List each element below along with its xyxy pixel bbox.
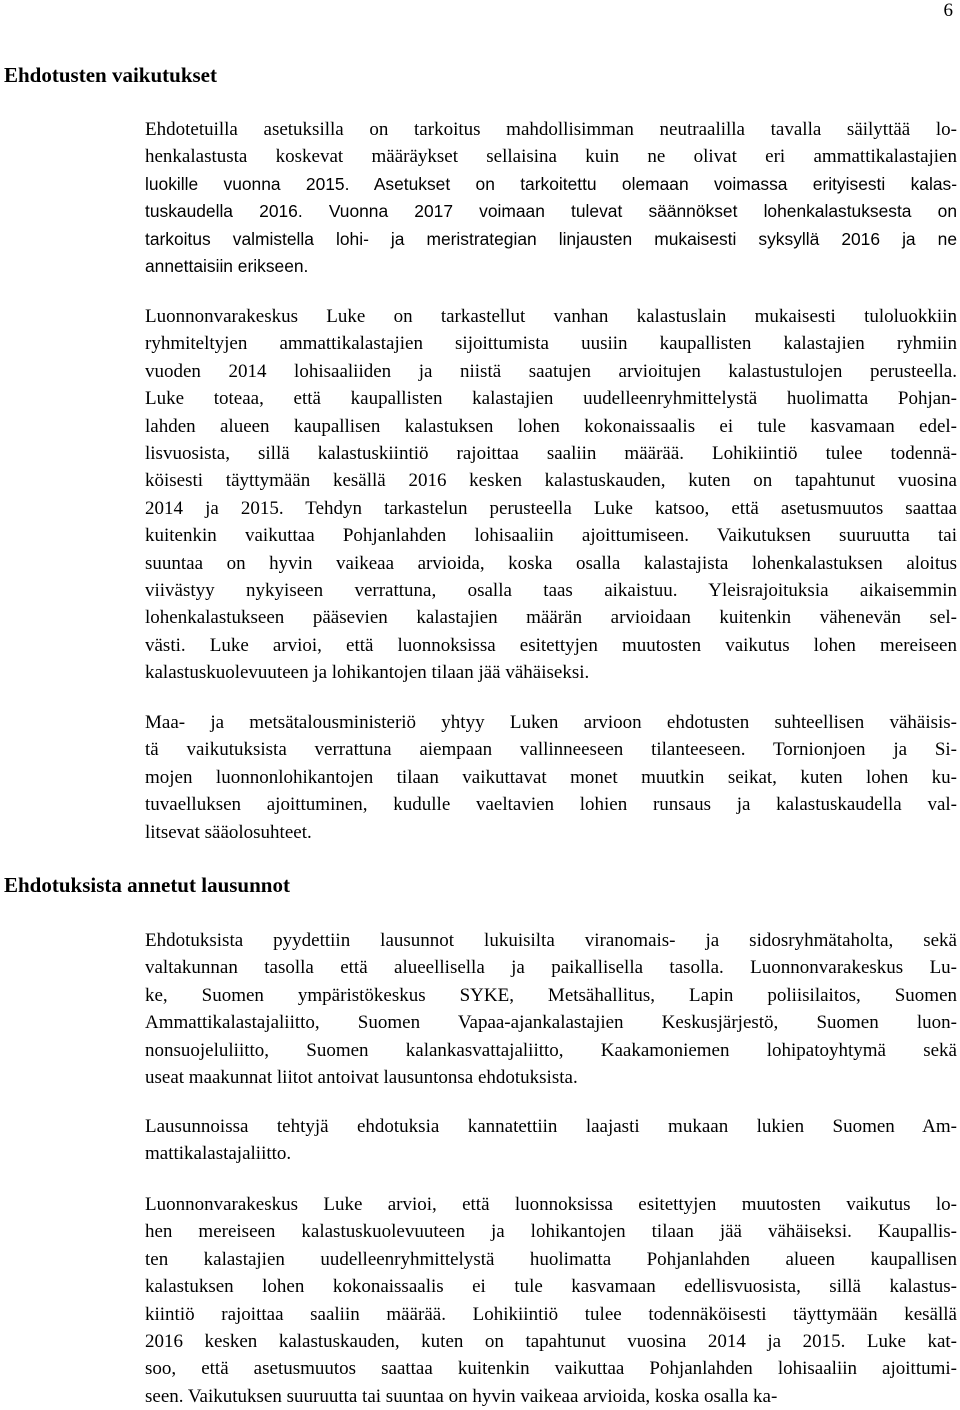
paragraph-statements-2 xyxy=(145,1113,957,1168)
text-line: kiintiö rajoittaa saaliin määrää. Lohikiintiö tulee todennäköisesti täyttymään kesällä xyxy=(145,1303,957,1325)
text-line: luokille vuonna 2015. Asetukset on tarkoitettu olemaan voimassa erityisesti kalas- xyxy=(145,173,957,194)
text-line: 2016 kesken kalastuskauden, kuten on tapahtunut vuosina 2014 ja 2015. Luke kat- xyxy=(145,1331,957,1353)
text-line: västi. Luke arvioi, että luonnoksissa esitettyjen muutosten vaikutus lohen mereiseen xyxy=(145,634,957,656)
text-line: mojen luonnonlohikantojen tilaan vaikuttavat monet muutkin seikat, kuten lohen ku- xyxy=(145,766,957,788)
text-line: valtakunnan tasolla että alueellisella ja paikallisella tasolla. Luonnonvarakeskus Lu- xyxy=(145,957,957,979)
text-line: Ehdotuksista pyydettiin lausunnot lukuisilta viranomais- ja sidosryhmätaholta, sekä xyxy=(145,930,957,951)
text-line: ryhmiteltyjen ammattikalastajien sijoittumista uusiin kaupallisten kalastajien ryhmiin xyxy=(145,333,957,355)
text-line: Lausunnoissa tehtyjä ehdotuksia kannatettiin laajasti mukaan lukien Suomen Am- xyxy=(145,1116,957,1137)
text-line: kuitenkin vaikuttaa Pohjanlahden lohisaaliin ajoittumiseen. Vaikutuksen suuruutta tai xyxy=(145,525,957,547)
text-line: seen. Vaikutuksen suuruutta tai suuntaa on hyvin vaikeaa arvioida, koska osalla ka- xyxy=(145,1385,778,1407)
text-line: vuoden 2014 lohisaaliiden ja niistä saatujen arvioitujen kalastustulojen perusteella. xyxy=(145,360,957,382)
page-number: 6 xyxy=(943,0,953,21)
text-line: ke, Suomen ympäristökeskus SYKE, Metsähallitus, Lapin poliisilaitos, Suomen xyxy=(145,984,957,1006)
text-line: annettaisiin erikseen. xyxy=(145,256,309,277)
paragraph-impacts-1 xyxy=(145,116,957,280)
text-line: lohenkalastukseen pääsevien kalastajien määrän arvioidaan kuitenkin vähenevän sel- xyxy=(145,607,957,629)
text-line: henkalastusta koskevat määräykset sellaisina kuin ne olivat eri ammattikalastajien xyxy=(145,146,957,168)
text-line: Ehdotetuilla asetuksilla on tarkoitus mahdollisimman neutraalilla tavalla säilyttää lo- xyxy=(145,119,957,140)
text-line: tarkoitus valmistella lohi- ja meristrategian linjausten mukaisesti syksyllä 2016 ja ne xyxy=(145,228,957,249)
paragraph-impacts-3 xyxy=(145,709,957,846)
paragraph-impacts-2 xyxy=(145,303,957,687)
text-line: litsevat sääolosuhteet. xyxy=(145,821,312,843)
text-line: köisesti täyttymään kesällä 2016 kesken kalastuskauden, kuten on tapahtunut vuosina xyxy=(145,470,957,492)
text-line: tuvaelluksen ajoittuminen, kudulle vaeltavien lohien runsaus ja kalastuskaudella val- xyxy=(145,794,957,816)
text-line: useat maakunnat liitot antoivat lausuntonsa ehdotuksista. xyxy=(145,1067,578,1089)
paragraph-statements-3 xyxy=(145,1191,957,1410)
text-line: Ammattikalastajaliitto, Suomen Vapaa-ajankalastajien Keskusjärjestö, Suomen luon- xyxy=(145,1012,957,1034)
text-line: tuskaudella 2016. Vuonna 2017 voimaan tulevat säännökset lohenkalastuksesta on xyxy=(145,201,957,222)
text-line: Luonnonvarakeskus Luke arvioi, että luonnoksissa esitettyjen muutosten vaikutus lo- xyxy=(145,1194,957,1215)
text-line: soo, että asetusmuutos saattaa kuitenkin vaikuttaa Pohjanlahden lohisaaliin ajoittumi- xyxy=(145,1358,957,1380)
text-line: lahden alueen kaupallisen kalastuksen lohen kokonaissaalis ei tule kasvamaan edel- xyxy=(145,415,957,437)
text-line: ten kalastajien uudelleenryhmittelystä huolimatta Pohjanlahden alueen kaupallisen xyxy=(145,1248,957,1270)
section-heading-impacts: Ehdotusten vaikutukset xyxy=(4,63,217,87)
text-line: hen mereiseen kalastuskuolevuuteen ja lohikantojen tilaan jää vähäiseksi. Kaupallis- xyxy=(145,1221,957,1243)
text-line: lisvuosista, sillä kalastuskiintiö rajoittaa saaliin määrää. Lohikiintiö tulee todennä- xyxy=(145,443,957,465)
text-line: suuntaa on hyvin vaikeaa arvioida, koska osalla kalastajista lohenkalastuksen aloitus xyxy=(145,552,957,574)
text-line: Maa- ja metsätalousministeriö yhtyy Luken arvioon ehdotusten suhteellisen vähäisis- xyxy=(145,712,957,733)
paragraph-statements-1 xyxy=(145,927,957,1091)
text-line: Luonnonvarakeskus Luke on tarkastellut vanhan kalastuslain mukaisesti tuloluokkiin xyxy=(145,306,957,327)
text-line: nonsuojeluliitto, Suomen kalankasvattajaliitto, Kaakamoniemen lohipatoyhtymä sekä xyxy=(145,1039,957,1061)
section-heading-statements: Ehdotuksista annetut lausunnot xyxy=(4,873,290,897)
text-line: viivästyy nykyiseen verrattuna, osalla taas aikaistuu. Yleisrajoituksia aikaisemmin xyxy=(145,580,957,602)
text-line: kalastuskuolevuuteen ja lohikantojen tilaan jää vähäiseksi. xyxy=(145,662,590,684)
text-line: tä vaikutuksista verrattuna aiempaan vallinneeseen tilanteeseen. Tornionjoen ja Si- xyxy=(145,739,957,761)
text-line: mattikalastajaliitto. xyxy=(145,1143,292,1165)
text-line: 2014 ja 2015. Tehdyn tarkastelun perusteella Luke katsoo, että asetusmuutos saattaa xyxy=(145,497,957,519)
text-line: kalastuksen lohen kokonaissaalis ei tule kasvamaan edellisvuosista, sillä kalastus- xyxy=(145,1276,957,1298)
text-line: Luke toteaa, että kaupallisten kalastajien uudelleenryhmittelystä huolimatta Pohjan- xyxy=(145,388,957,410)
